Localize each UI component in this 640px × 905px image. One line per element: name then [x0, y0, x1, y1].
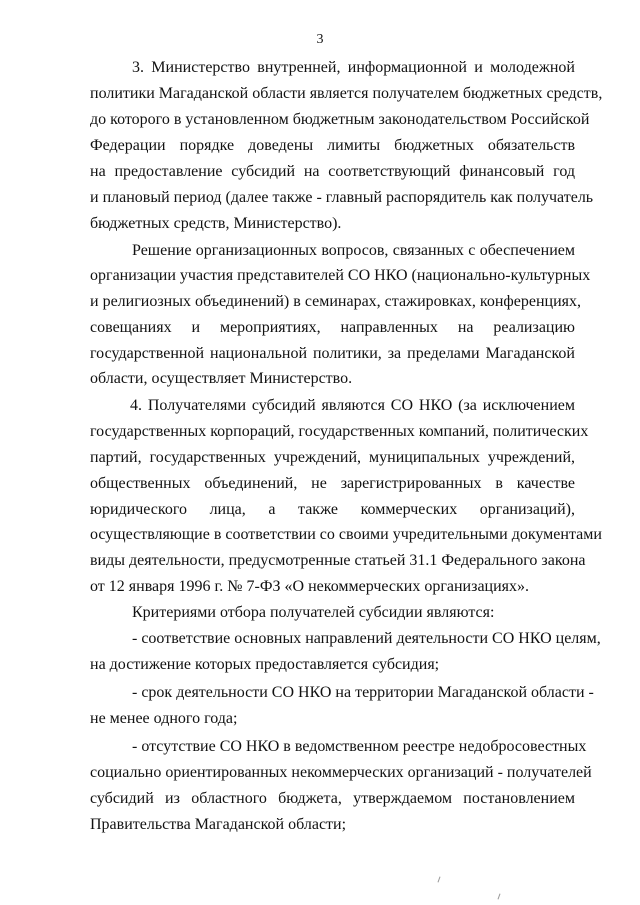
text-line: области, осуществляет Министерство. [90, 370, 353, 387]
text-line: бюджетных средств, Министерство). [90, 215, 342, 232]
text-line: социально ориентированных некоммерческих организаций - получателей [90, 764, 592, 781]
text-line: - срок деятельности СО НКО на территории Магаданской области - [132, 684, 594, 701]
text-line: субсидий из областного бюджета, утверждаемом постановлением [90, 790, 575, 807]
text-line: партий, государственных учреждений, муниципальных учреждений, [90, 449, 575, 466]
text-line: Правительства Магаданской области; [90, 816, 347, 833]
page-number: 3 [316, 32, 324, 47]
text-line: организации участия представителей СО НКО (национально-культурных [90, 267, 591, 284]
text-line: - соответствие основных направлений деятельности СО НКО целям, [132, 630, 601, 647]
text-line: общественных объединений, не зарегистрированных в качестве [90, 475, 575, 492]
text-line: и плановый период (далее также - главный распорядитель как получатель [90, 189, 594, 206]
text-line: 3. Министерство внутренней, информационной и молодежной [132, 59, 575, 76]
text-line: Федерации порядке доведены лимиты бюджетных обязательств [90, 137, 575, 154]
text-line: от 12 января 1996 г. № 7-ФЗ «О некоммерческих организациях». [90, 578, 530, 595]
text-line: на предоставление субсидий на соответствующий финансовый год [90, 163, 575, 180]
text-line: государственной национальной политики, за пределами Магаданской [90, 345, 575, 362]
text-line: не менее одного года; [90, 710, 238, 727]
text-line: до которого в установленном бюджетным законодательством Российской [90, 111, 590, 128]
text-line: виды деятельности, предусмотренные статьей 31.1 Федерального закона [90, 552, 586, 569]
text-line: на достижение которых предоставляется субсидия; [90, 656, 440, 673]
scan-mark [438, 877, 441, 883]
text-line: 4. Получателями субсидий являются СО НКО (за исключением [130, 397, 575, 414]
text-line: осуществляющие в соответствии со своими учредительными документами [90, 526, 602, 543]
text-line: - отсутствие СО НКО в ведомственном реестре недобросовестных [132, 738, 587, 755]
text-line: и религиозных объединений) в семинарах, стажировках, конференциях, [90, 293, 581, 310]
text-line: совещаниях и мероприятиях, направленных на реализацию [90, 319, 575, 336]
text-line: юридического лица, а также коммерческих организаций), [90, 501, 575, 518]
text-line: политики Магаданской области является получателем бюджетных средств, [90, 85, 603, 102]
scan-mark [498, 894, 501, 900]
text-line: государственных корпораций, государственных компаний, политических [90, 423, 589, 440]
text-line: Критериями отбора получателей субсидии являются: [132, 604, 495, 621]
text-line: Решение организационных вопросов, связанных с обеспечением [132, 242, 575, 259]
